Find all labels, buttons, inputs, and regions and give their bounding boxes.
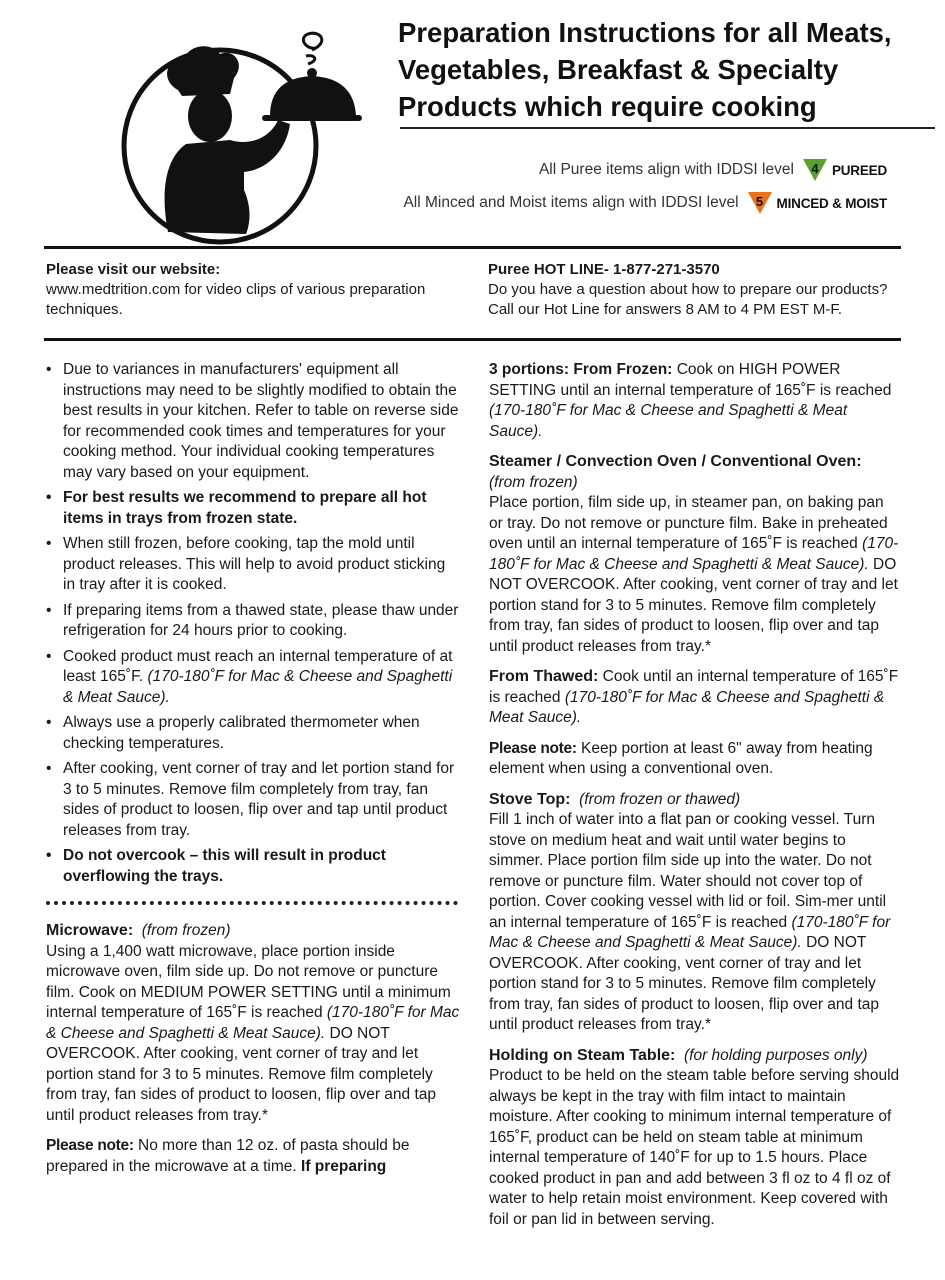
hotline-heading: Puree HOT LINE- 1-877-271-3570 [488,261,720,278]
stove-section: Stove Top: (from frozen or thawed) Fill 1 inch of water into a flat pan or cooking vessel. Turn stove on medium heat and wait until water begins to simmer. Place portion film side up into the water. Do not remove or puncture film. Water should not cover top of portion. Cover cooking vessel with lid or foil. Sim-mer until an internal temperature of 165˚F is reached (170-180˚F for Mac & Cheese and Spaghetti & Meat Sauce). DO NOT OVERCOOK. After cooking, vent corner of tray and let portion stand for 3 to 5 minutes. Remove film completely from tray, fan sides of product to loosen, flip over and tap until product releases from tray.* [489,790,891,1033]
website-text: www.medtrition.com for video clips of various preparation techniques. [46,281,426,318]
instruction-list [46,360,461,887]
header-divider-top [44,246,901,249]
website-info [46,260,446,320]
chef-logo [120,20,370,250]
right-column [489,360,901,1240]
stove-sub: (from frozen or thawed) [579,790,741,808]
stove-heading: Stove Top: [489,790,571,808]
list-item: • When still frozen, before cooking, tap the mold until product releases. This will help to avoid product sticking in tray after it is cooked. [46,534,461,596]
list-item: • Always use a properly calibrated thermometer when checking temperatures. [46,713,461,754]
list-item: • Cooked product must reach an internal temperature of at least 165˚F. (170-180˚F for Mac & Cheese and Spaghetti & Meat Sauce). [46,647,461,709]
hotline-text: Do you have a question about how to prepare our products? Call our Hot Line for answers 8 AM to 4 PM EST M-F. [488,281,888,318]
page-title: Preparation Instructions for all Meats, Vegetables, Breakfast & Specialty Products which require cooking [398,17,892,122]
holding-heading: Holding on Steam Table: [489,1046,676,1064]
iddsi-level-5-badge [747,191,887,215]
list-item: • Due to variances in manufacturers' equipment all instructions may need to be slightly modified to obtain the best results in your kitchen. Refer to table on reverse side for recommended cook times and temperatures for your cooking method. Your individual cooking temperatures may vary based on your equipment. [46,360,461,483]
list-item: • If preparing items from a thawed state, please thaw under refrigeration for 24 hours prior to cooking. [46,601,461,642]
triangle-4-icon: 4 [802,158,828,182]
microwave-sub: (from frozen) [141,922,231,939]
steamer-sub: (from frozen) [489,473,578,491]
holding-section: Holding on Steam Table: (for holding purposes only) Product to be held on the steam table before serving should always be kept in the tray with film intact to maintain moisture. After cooking to minimum internal temperature of 165˚F, product can be held on steam table at minimum internal temperature of 140˚F for up to 1.5 hours. Place cooked product in pan and add between 3 fl oz to 4 fl oz of water to help retain moist environment. Keep covered with foil or pan lid in between serving. [489,1046,900,1228]
iddsi-minced-line [403,191,887,215]
header-divider-bottom [44,338,901,341]
list-item: • For best results we recommend to prepare all hot items in trays from frozen state. [46,488,461,529]
list-item: • After cooking, vent corner of tray and let portion stand for 3 to 5 minutes. Remove film completely from tray, fan sides of product to loosen, flip over and tap until product releases from tray. [46,759,461,841]
holding-sub: (for holding purposes only) [684,1046,868,1064]
title-divider [400,127,935,129]
iddsi-level-4-badge [802,158,887,182]
iddsi-puree-label: PUREED [831,162,887,178]
thawed-heading: From Thawed: [489,668,599,685]
triangle-5-icon: 5 [747,191,773,215]
dotted-divider [46,901,458,905]
iddsi-minced-text: All Minced and Moist items align with IDDSI level [403,194,739,211]
thawed-section: From Thawed: Cook until an internal temperature of 165˚F is reached (170-180˚F for Mac & Cheese and Spaghetti & Meat Sauce). [489,668,899,726]
microwave-note: Please note: No more than 12 oz. of pasta should be prepared in the microwave at a time. If preparing [46,1137,410,1175]
website-heading: Please visit our website: [46,261,221,278]
steamer-heading: Steamer / Convection Oven / Conventional Oven: [489,453,862,470]
iddsi-minced-label: MINCED & MOIST [776,195,887,211]
microwave-heading: Microwave: [46,922,134,939]
hotline-info [488,260,900,320]
three-portions-section: 3 portions: From Frozen: Cook on HIGH POWER SETTING until an internal temperature of 165˚F is reached (170-180˚F for Mac & Cheese and Spaghetti & Meat Sauce). [489,361,892,440]
iddsi-puree-text: All Puree items align with IDDSI level [538,161,794,178]
oven-note: Please note: Keep portion at least 6" away from heating element when using a conventional oven. [489,739,873,777]
list-item: • Do not overcook – this will result in product overflowing the trays. [46,846,461,887]
three-portions-heading: 3 portions: From Frozen: [489,361,673,378]
microwave-section: Microwave: (from frozen) Using a 1,400 watt microwave, place portion inside microwave oven, film side up. Do not remove or puncture film. Cook on MEDIUM POWER SETTING until a minimum internal temperature of 165˚F is reached (170-180˚F for Mac & Cheese and Spaghetti & Meat Sauce). DO NOT OVERCOOK. After cooking, vent corner of tray and let portion stand for 3 to 5 minutes. Remove film completely from tray, fan sides of product to loosen, flip over and tap until product releases from tray.* [46,922,460,1124]
steamer-section: Steamer / Convection Oven / Conventional Oven: (from frozen) Place portion, film side up, in steamer pan, on baking pan or tray. Do not remove or puncture film. Bake in preheated oven until an internal temperature of 165˚F is reached (170-180˚F for Mac & Cheese and Spaghetti & Meat Sauce). DO NOT OVERCOOK. After cooking, vent corner of tray and let portion stand for 3 to 5 minutes. Remove film completely from tray, fan sides of product to loosen, flip over and tap until product releases from tray.* [489,453,899,655]
left-column [46,360,461,1187]
iddsi-puree-line [539,158,887,182]
